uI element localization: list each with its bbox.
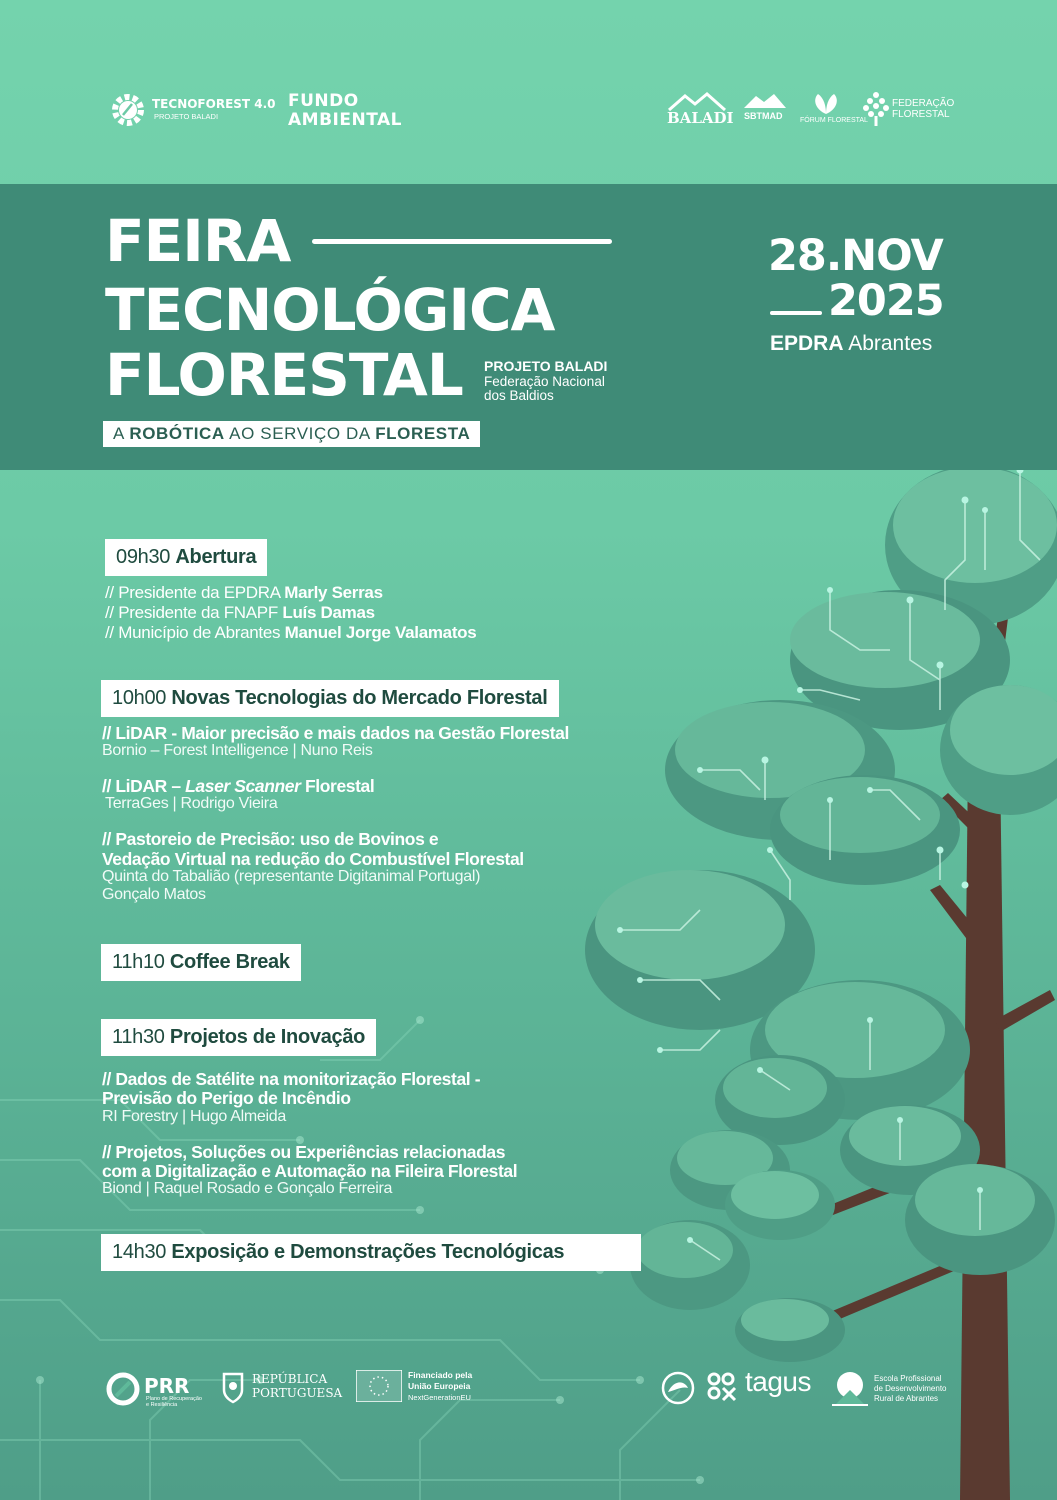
tree-icon bbox=[862, 90, 890, 128]
organizer-title: PROJETO BALADI bbox=[484, 358, 608, 374]
talk-presenter: Bornio – Forest Intelligence | Nuno Reis bbox=[102, 742, 373, 759]
talk-title: // Dados de Satélite na monitorização Florestal - bbox=[102, 1069, 481, 1089]
speaker-line bbox=[105, 623, 476, 643]
session-title: Coffee Break bbox=[169, 951, 290, 973]
eu-flag-icon bbox=[356, 1370, 402, 1402]
fundo-line2: AMBIENTAL bbox=[288, 110, 402, 130]
talk-title bbox=[102, 776, 374, 796]
tecnoforest-name: TECNOFOREST 4.0 bbox=[152, 97, 276, 111]
tagus-symbol-icon bbox=[705, 1370, 739, 1402]
speaker-name: Marly Serras bbox=[284, 583, 383, 602]
organizer-line1: Federação Nacional bbox=[484, 374, 605, 389]
republica-portuguesa-logo bbox=[220, 1370, 350, 1406]
leaf-icon bbox=[796, 92, 856, 116]
title-line1: FEIRA bbox=[105, 207, 291, 275]
talk-title-a: // LiDAR – bbox=[102, 776, 186, 796]
speaker-role: // Presidente da EPDRA bbox=[105, 583, 285, 602]
talk-title: // Projetos, Soluções ou Experiências relacionadas bbox=[102, 1142, 506, 1162]
session-time: 14h30 bbox=[112, 1241, 167, 1263]
eu-line1: Financiado pela bbox=[408, 1370, 473, 1380]
eu-line3: NextGenerationEU bbox=[408, 1393, 471, 1402]
event-location bbox=[770, 332, 932, 356]
gear-icon bbox=[110, 92, 146, 128]
talk-title-c: Florestal bbox=[300, 776, 375, 796]
talk-presenter: Quinta do Tabalião (representante Digitanimal Portugal) bbox=[102, 868, 481, 885]
federacao-florestal-logo bbox=[862, 90, 957, 130]
tagline-c: AO SERVIÇO DA bbox=[224, 424, 376, 443]
talk-presenter: TerraGes | Rodrigo Vieira bbox=[105, 795, 278, 812]
forum-florestal-logo bbox=[796, 92, 868, 130]
sbtmad-logo bbox=[742, 92, 790, 130]
tagline-a: A bbox=[113, 424, 130, 443]
talk-presenter: RI Forestry | Hugo Almeida bbox=[102, 1108, 286, 1125]
session-exposicao bbox=[101, 1234, 641, 1271]
emblem-icon bbox=[660, 1370, 696, 1406]
location-rest: Abrantes bbox=[843, 332, 933, 355]
mountain-icon bbox=[742, 92, 788, 110]
fundo-ambiental-logo bbox=[288, 92, 402, 130]
session-title: Exposição e Demonstrações Tecnológicas bbox=[171, 1241, 565, 1263]
organizer-line2: dos Baldios bbox=[484, 388, 554, 403]
session-title: Novas Tecnologias do Mercado Florestal bbox=[171, 687, 548, 709]
talk-title: Previsão do Perigo de Incêndio bbox=[102, 1088, 351, 1108]
federacao-line2: FLORESTAL bbox=[892, 109, 950, 120]
prr-circle-icon bbox=[106, 1372, 140, 1406]
escola-line2: de Desenvolvimento bbox=[874, 1384, 947, 1393]
tecnoforest-sub: PROJETO BALADI bbox=[154, 112, 219, 121]
session-title: Abertura bbox=[175, 546, 257, 568]
sbtmad-name: SBTMAD bbox=[744, 111, 783, 121]
federacao-line1: FEDERAÇÃO bbox=[892, 98, 955, 109]
tagline-b: ROBÓTICA bbox=[129, 424, 225, 443]
republica-line2: PORTUGUESA bbox=[252, 1386, 343, 1400]
tagline bbox=[103, 421, 480, 447]
date-rule bbox=[770, 311, 822, 315]
speaker-role: // Município de Abrantes bbox=[105, 623, 285, 642]
session-title: Projetos de Inovação bbox=[169, 1026, 366, 1048]
tecnoforest-logo bbox=[110, 92, 285, 128]
session-time: 11h30 bbox=[112, 1026, 165, 1048]
school-emblem-icon bbox=[830, 1368, 870, 1406]
speaker-name: Manuel Jorge Valamatos bbox=[284, 623, 477, 642]
epdra-school-logo bbox=[830, 1368, 955, 1408]
prr-sub1: Plano de Recuperação bbox=[146, 1396, 202, 1402]
title-rule bbox=[312, 239, 612, 244]
prr-logo bbox=[106, 1372, 216, 1408]
session-abertura bbox=[105, 539, 267, 576]
forum-name: FÓRUM FLORESTAL bbox=[800, 117, 868, 124]
title-line2: TECNOLÓGICA bbox=[105, 276, 555, 344]
fundo-line1: FUNDO bbox=[288, 91, 359, 111]
eu-line2: União Europeia bbox=[408, 1381, 471, 1391]
session-novas-tecnologias bbox=[101, 680, 559, 717]
session-projetos-inovacao bbox=[101, 1019, 376, 1056]
prr-name: PRR bbox=[144, 1374, 190, 1398]
session-coffee-break bbox=[101, 944, 301, 981]
eu-funding-logo bbox=[356, 1370, 496, 1406]
session-time: 11h10 bbox=[112, 951, 165, 973]
escola-line3: Rural de Abrantes bbox=[874, 1394, 939, 1403]
speaker-line bbox=[105, 603, 375, 623]
tagus-name: tagus bbox=[745, 1366, 811, 1397]
talk-title: // Pastoreio de Precisão: uso de Bovinos e bbox=[102, 829, 439, 849]
speaker-role: // Presidente da FNAPF bbox=[105, 603, 283, 622]
tagline-d: FLORESTA bbox=[375, 424, 471, 443]
talk-title: // LiDAR - Maior precisão e mais dados na Gestão Florestal bbox=[102, 723, 569, 743]
circle-emblem-logo bbox=[660, 1370, 696, 1406]
event-date-year: 2025 bbox=[828, 276, 944, 326]
session-time: 10h00 bbox=[112, 687, 167, 709]
location-bold: EPDRA bbox=[770, 332, 844, 355]
talk-title: Vedação Virtual na redução do Combustível Florestal bbox=[102, 849, 524, 869]
baladi-logo bbox=[665, 92, 735, 130]
escola-line1: Escola Profissional bbox=[874, 1374, 942, 1383]
talk-title-italic: Laser Scanner bbox=[185, 776, 301, 796]
talk-presenter: Gonçalo Matos bbox=[102, 886, 206, 903]
speaker-line bbox=[105, 583, 383, 603]
event-date-day: 28.NOV bbox=[768, 231, 943, 281]
talk-presenter: Biond | Raquel Rosado e Gonçalo Ferreira bbox=[102, 1180, 393, 1197]
session-time: 09h30 bbox=[116, 546, 171, 568]
talk-title: com a Digitalização e Automação na Fileira Florestal bbox=[102, 1161, 518, 1181]
republica-line1: REPÚBLICA bbox=[252, 1372, 328, 1386]
speaker-name: Luís Damas bbox=[282, 603, 375, 622]
baladi-name: BALADI bbox=[667, 109, 734, 127]
coat-of-arms-icon bbox=[220, 1370, 246, 1404]
tagus-logo bbox=[705, 1368, 820, 1404]
title-line3: FLORESTAL bbox=[105, 341, 463, 409]
prr-sub2: e Resiliência bbox=[146, 1402, 178, 1408]
